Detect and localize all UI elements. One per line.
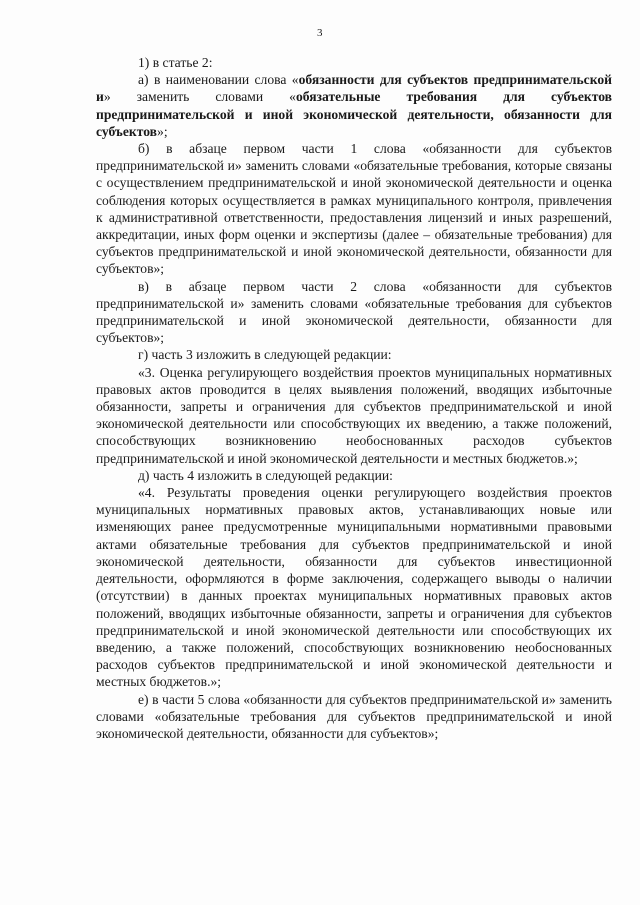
paragraph-item-e: е) в части 5 слова «обязанности для субъектов предпринимательской и» заменить словами «обязательные требования для субъектов предпринимательской и иной экономической деятельности, обязанности для субъектов»; xyxy=(96,691,612,741)
item-a-text-3: »; xyxy=(157,123,168,139)
paragraph-item-v: в) в абзаце первом части 2 слова «обязанности для субъектов предпринимательской и» заменить словами «обязательные требования для субъектов предпринимательской и иной экономической деятельности, обязанности для субъектов»; xyxy=(96,278,612,346)
paragraph-item-d: д) часть 4 изложить в следующей редакции: xyxy=(138,467,393,483)
paragraph-item-b: б) в абзаце первом части 1 слова «обязанности для субъектов предпринимательской и» заменить словами «обязательные требования, которые связаны с осуществлением предпринимательской и иной экономической деятельности и оценка соблюдения которых осуществляется в рамках муниципального контроля, привлечения к административной ответственности, предоставления лицензий и иных разрешений, аккредитации, иных форм оценки и экспертизы (далее – обязательные требования) для субъектов предпринимательской и иной экономической деятельности, обязанности для субъектов»; xyxy=(96,141,612,277)
paragraph-item-g: г) часть 3 изложить в следующей редакции: xyxy=(138,347,392,363)
paragraph-item-a xyxy=(96,71,612,140)
document-body xyxy=(96,54,612,742)
page-number: 3 xyxy=(317,27,323,39)
item-a-text-2: » заменить словами « xyxy=(103,89,296,105)
paragraph-item-1: 1) в статье 2: xyxy=(138,55,213,70)
item-a-bold-2: обязательные требования для субъектов предпринимательской и иной экономической деятельности, обязанности для субъектов xyxy=(96,89,612,139)
item-a-text-1: а) в наименовании слова « xyxy=(138,72,299,88)
paragraph-item-g-quote: «3. Оценка регулирующего воздействия проектов муниципальных нормативных правовых актов проводится в целях выявления положений, вводящих избыточные обязанности, запреты и ограничения для субъектов предпринимательской и иной экономической деятельности или способствующих их введению, а также положений, способствующих возникновению необоснованных расходов субъектов предпринимательской и иной экономической деятельности и местных бюджетов.»; xyxy=(96,364,612,466)
item-a-bold-1: обязанности для субъектов предпринимательской и xyxy=(96,72,612,105)
paragraph-item-d-quote: «4. Результаты проведения оценки регулирующего воздействия проектов муниципальных нормативных правовых актов, устанавливающих новые или изменяющих ранее предусмотренные муниципальными нормативными правовыми актами обязательные требования для субъектов предпринимательской и иной экономической деятельности, обязанности для субъектов инвестиционной деятельности, оформляются в форме заключения, содержащего выводы о наличии (отсутствии) в данных проектах муниципальных нормативных правовых актов положений, вводящих избыточные обязанности, запреты и ограничения для субъектов предпринимательской и иной экономической деятельности или способствующих их введению, а также положений, способствующих возникновению необоснованных расходов субъектов предпринимательской и иной экономической деятельности и местных бюджетов.»; xyxy=(96,485,612,690)
